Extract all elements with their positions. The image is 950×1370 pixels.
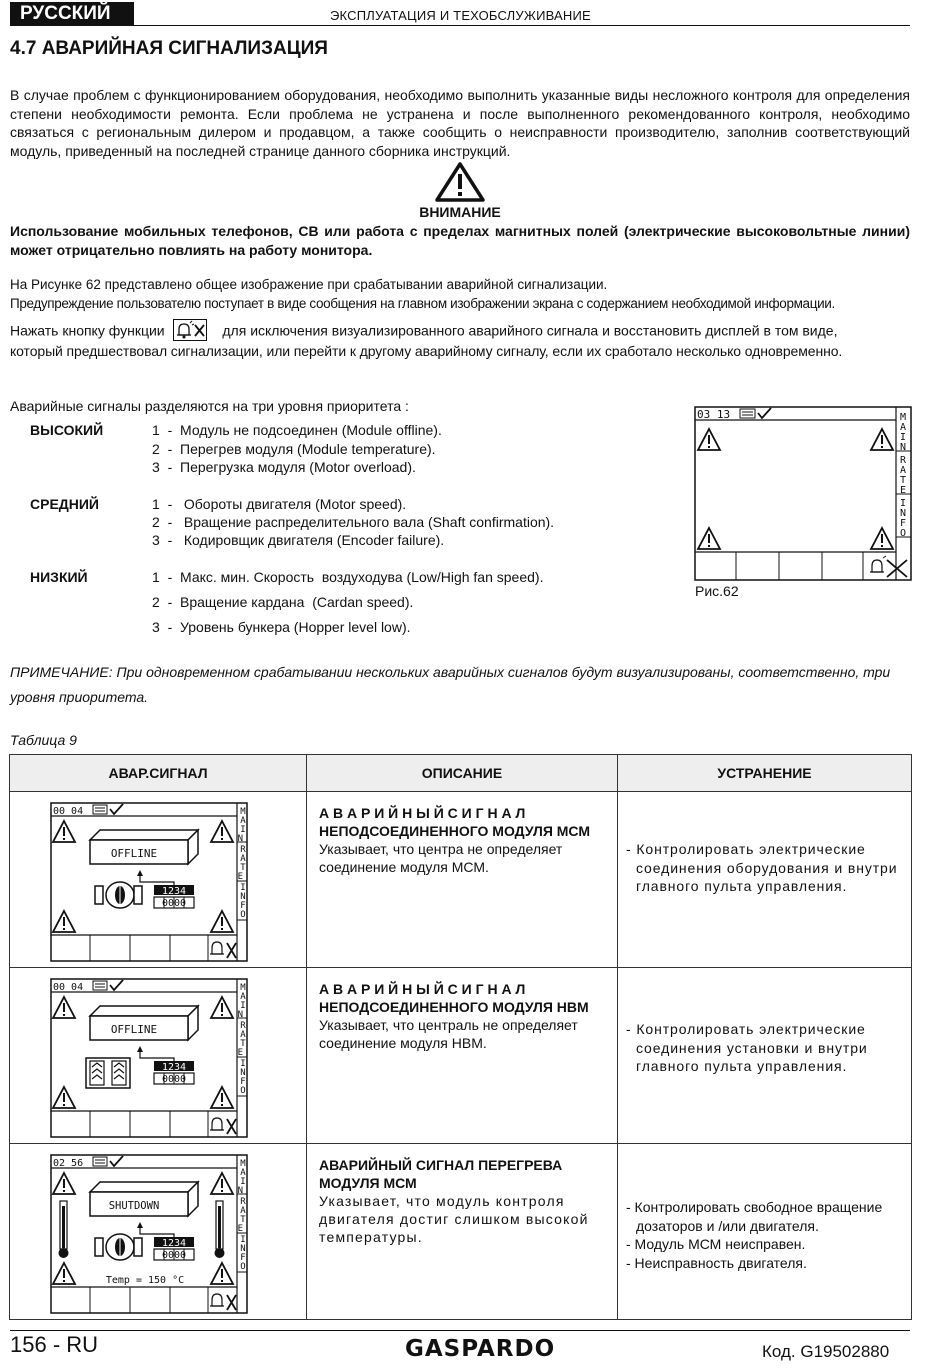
fan-module-icon (86, 1058, 130, 1088)
screen-digits-top: 1234 (161, 1062, 187, 1073)
column-header-alarm: АВАР.СИГНАЛ (10, 755, 307, 792)
warning-text: Использование мобильных телефонов, СВ или работа с пределах магнитных полей (электрические высоковольтные линии) может отрицательно повлиять на работу монитора. (10, 223, 910, 258)
alarm-silence-button-icon (173, 319, 207, 341)
screen-digits-top: 1234 (161, 1238, 187, 1249)
screen-status-text: 00 04 (53, 982, 84, 993)
section-title: 4.7 АВАРИЙНАЯ СИГНАЛИЗАЦИЯ (10, 38, 328, 59)
priority-level-low: НИЗКИЙ (30, 569, 88, 585)
remedy-cell (618, 792, 912, 968)
remedy-text: - Модуль МСМ неисправен. (626, 1236, 806, 1252)
remedy-text: - Контролировать свободное вращение дозаторов и /или двигателя. (626, 1199, 883, 1234)
description-cell (307, 968, 618, 1144)
screen-label: SHUTDOWN (108, 1200, 160, 1212)
description-text: Указывает, что модуль контроля двигателя достиг слишком высокой температуры. (319, 1193, 589, 1245)
remedy-cell (618, 968, 912, 1144)
figure-status-text: 03 13 (697, 408, 731, 421)
alarm-screen-cell (10, 1144, 307, 1320)
header-divider (10, 25, 910, 26)
screen-temp-readout: Temp = 150 °C (105, 1275, 185, 1286)
remedy-text: - Контролировать электрические соединения установки и внутри главного пульта управления. (626, 1021, 868, 1074)
screen-status-text: 02 56 (53, 1158, 84, 1169)
document-code: Код. G19502880 (762, 1342, 890, 1361)
screen-digits-bottom: 0000 (161, 1074, 187, 1085)
screen-label: OFFLINE (110, 1023, 158, 1036)
priority-intro: Аварийные сигналы разделяются на три уровня приоритета : (10, 398, 409, 414)
screen-digits-top: 1234 (161, 886, 187, 897)
figure-tab-main: M A I N (899, 412, 907, 453)
footer-divider (10, 1330, 910, 1331)
warning-triangle-icon (434, 161, 486, 203)
figure-ref-line: На Рисунке 62 представлено общее изображение при срабатывании аварийной сигнализации. (10, 277, 608, 292)
alarm-screen-mcm-overheat (50, 1154, 260, 1316)
list-item: 1 - Макс. мин. Скорость воздуходува (Low/High fan speed). (152, 569, 544, 585)
page-number: 156 - RU (10, 1332, 99, 1357)
description-title: А В А Р И Й Н Ы Й С И Г Н А Л НЕПОДСОЕДИНЕННОГО МОДУЛЯ НВМ (319, 981, 589, 1015)
column-header-description: ОПИСАНИЕ (307, 755, 618, 792)
table-row (10, 968, 912, 1144)
remedy-text: - Неисправность двигателя. (626, 1254, 807, 1271)
list-item: 3 - Перегрузка модуля (Motor overload). (152, 459, 416, 475)
remedy-text: - Контролировать электрические соединения оборудования и внутри главного пульта управления. (626, 841, 898, 894)
list-item: 3 - Кодировщик двигателя (Encoder failure). (152, 532, 445, 548)
list-item: 3 - Уровень бункера (Hopper level low). (152, 619, 411, 635)
description-cell (307, 792, 618, 968)
button-instruction-line (10, 321, 910, 343)
list-item: 1 - Обороты двигателя (Motor speed). (152, 496, 407, 512)
button-instruction-start: Нажать кнопку функции (10, 322, 165, 339)
alarm-table (9, 754, 912, 1320)
column-header-remedy: УСТРАНЕНИЕ (618, 755, 912, 792)
motor-icon (95, 882, 142, 908)
warning-description-line: Предупреждение пользователю поступает в виде сообщения на главном изображении экрана с содержанием необходимой информации. (10, 296, 835, 311)
list-item: 1 - Модуль не подсоединен (Module offline). (152, 422, 442, 438)
priority-level-high: ВЫСОКИЙ (30, 422, 104, 438)
button-instruction-line-2: который предшествовал сигнализации, или перейти к другому аварийному сигналу, если их сработало несколько одновременно. (10, 343, 843, 359)
motor-icon (95, 1234, 142, 1260)
table-header-row (10, 755, 912, 792)
alarm-screen-cell (10, 968, 307, 1144)
figure-tab-rate: R A T E (899, 455, 907, 496)
screen-status-text: 00 04 (53, 806, 84, 817)
screen-label: OFFLINE (110, 847, 158, 860)
alarm-screen-cell (10, 792, 307, 968)
description-title: А В А Р И Й Н Ы Й С И Г Н А Л НЕПОДСОЕДИНЕННОГО МОДУЛЯ МСМ (319, 805, 591, 839)
description-text: Указывает, что центра не определяет соединение модуля МСМ. (319, 841, 563, 875)
list-item: 2 - Вращение распределительного вала (Shaft confirmation). (152, 514, 555, 530)
list-item: 2 - Перегрев модуля (Module temperature). (152, 441, 436, 457)
header-title: ЭКСПЛУАТАЦИЯ И ТЕХОБСЛУЖИВАНИЕ (330, 8, 591, 23)
alarm-screen-figure (694, 406, 914, 582)
description-cell (307, 1144, 618, 1320)
priority-note: ПРИМЕЧАНИЕ: При одновременном срабатывании нескольких аварийных сигналов будут визуализированы, соответственно, три уровня приоритета. (10, 664, 891, 705)
language-badge: РУССКИЙ (10, 2, 134, 25)
screen-digits-bottom: 0000 (161, 898, 187, 909)
table-row (10, 1144, 912, 1320)
figure-tab-info: I N F O (899, 498, 907, 539)
button-instruction-end: для исключения визуализированного аварийного сигнала и восстановить дисплей в том виде, (222, 322, 838, 339)
figure-caption: Рис.62 (695, 583, 739, 599)
alarm-screen-mcm-offline (50, 802, 260, 964)
brand-logo: GASPARDO (405, 1336, 556, 1362)
intro-paragraph: В случае проблем с функционированием оборудования, необходимо выполнить указанные виды несложного контроля для определения степени необходимости ремонта. Если проблема не устранена и после выполненного рекомендованного контроля, необходимо связаться с региональным дилером и продавцом, а также сообщить о неисправности производителю, заполнив соответствующий модуль, приведенный на последней странице данного сборника инструкций. (10, 87, 910, 159)
table-caption: Таблица 9 (10, 732, 77, 748)
alarm-screen-hbm-offline (50, 978, 260, 1140)
description-text: Указывает, что централь не определяет соединение модуля НВМ. (319, 1017, 578, 1051)
priority-level-medium: СРЕДНИЙ (30, 496, 99, 512)
warning-title: ВНИМАНИЕ (419, 204, 501, 220)
screen-digits-bottom: 0000 (161, 1250, 187, 1261)
description-title: АВАРИЙНЫЙ СИГНАЛ ПЕРЕГРЕВА МОДУЛЯ МСМ (319, 1157, 563, 1191)
list-item: 2 - Вращение кардана (Cardan speed). (152, 594, 414, 610)
remedy-cell (618, 1144, 912, 1320)
table-row (10, 792, 912, 968)
